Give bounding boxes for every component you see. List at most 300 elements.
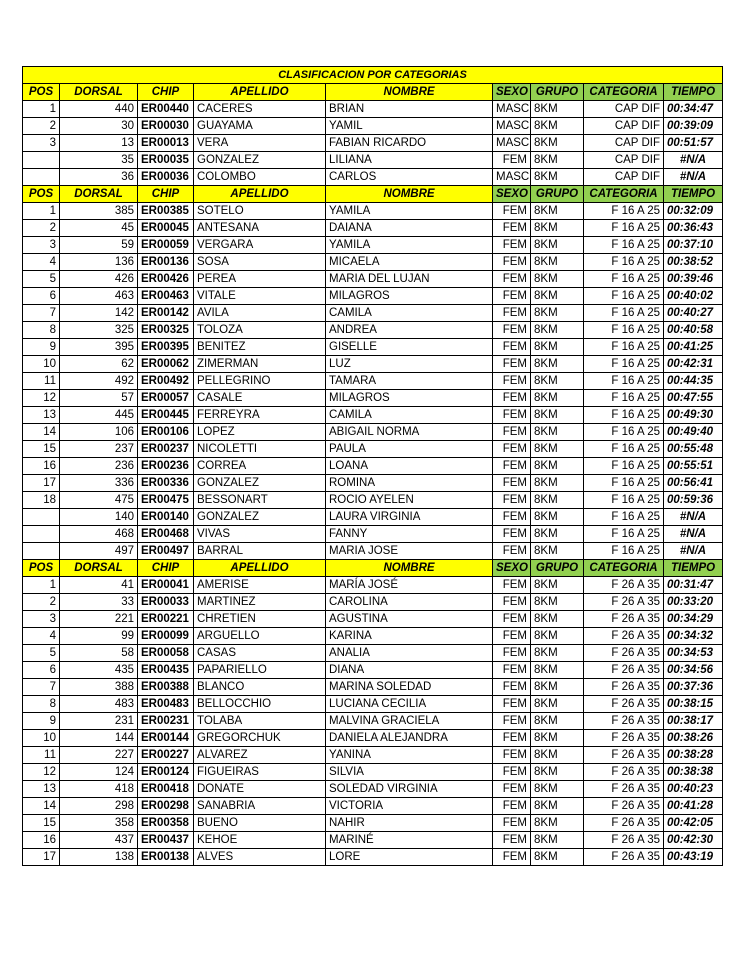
cell-nombre: LAURA VIRGINIA: [326, 509, 493, 526]
cell-dorsal: 30: [60, 118, 138, 135]
header-sexo: SEXO: [493, 560, 531, 577]
table-row: [23, 220, 723, 237]
cell-grupo: 8KM: [531, 288, 584, 305]
cell-apellido: DONATE: [194, 781, 326, 798]
cell-sexo: FEM: [493, 747, 531, 764]
cell-dorsal: 237: [60, 441, 138, 458]
cell-chip: ER00124: [138, 764, 194, 781]
cell-dorsal: 45: [60, 220, 138, 237]
cell-dorsal: 231: [60, 713, 138, 730]
cell-apellido: ALVES: [194, 849, 326, 866]
table-row: [23, 594, 723, 611]
cell-categoria: F 26 A 35: [584, 679, 664, 696]
cell-sexo: FEM: [493, 730, 531, 747]
cell-sexo: FEM: [493, 407, 531, 424]
cell-tiempo: 00:41:28: [664, 798, 723, 815]
header-sexo: SEXO: [493, 84, 531, 101]
cell-categoria: F 26 A 35: [584, 662, 664, 679]
cell-pos: 3: [23, 611, 60, 628]
cell-pos: 6: [23, 288, 60, 305]
cell-sexo: FEM: [493, 152, 531, 169]
cell-apellido: VERGARA: [194, 237, 326, 254]
cell-sexo: FEM: [493, 628, 531, 645]
cell-sexo: FEM: [493, 373, 531, 390]
cell-pos: 15: [23, 441, 60, 458]
cell-sexo: FEM: [493, 815, 531, 832]
cell-sexo: FEM: [493, 611, 531, 628]
table-row: [23, 747, 723, 764]
table-row: [23, 492, 723, 509]
table-row: [23, 135, 723, 152]
cell-tiempo: 00:41:25: [664, 339, 723, 356]
cell-categoria: F 16 A 25: [584, 441, 664, 458]
results-table: [22, 66, 723, 866]
cell-apellido: ALVAREZ: [194, 747, 326, 764]
cell-dorsal: 475: [60, 492, 138, 509]
cell-apellido: LOPEZ: [194, 424, 326, 441]
cell-sexo: FEM: [493, 475, 531, 492]
cell-sexo: FEM: [493, 322, 531, 339]
table-row: [23, 271, 723, 288]
cell-sexo: FEM: [493, 679, 531, 696]
cell-nombre: ANDREA: [326, 322, 493, 339]
cell-sexo: FEM: [493, 798, 531, 815]
cell-tiempo: #N/A: [664, 526, 723, 543]
table-row: [23, 713, 723, 730]
cell-chip: ER00325: [138, 322, 194, 339]
cell-dorsal: 468: [60, 526, 138, 543]
cell-dorsal: 426: [60, 271, 138, 288]
cell-categoria: F 26 A 35: [584, 577, 664, 594]
cell-sexo: FEM: [493, 849, 531, 866]
cell-grupo: 8KM: [531, 339, 584, 356]
cell-chip: ER00033: [138, 594, 194, 611]
cell-sexo: FEM: [493, 390, 531, 407]
cell-chip: ER00059: [138, 237, 194, 254]
cell-dorsal: 227: [60, 747, 138, 764]
cell-categoria: CAP DIF: [584, 152, 664, 169]
cell-tiempo: 00:43:19: [664, 849, 723, 866]
cell-tiempo: 00:40:27: [664, 305, 723, 322]
cell-categoria: F 26 A 35: [584, 696, 664, 713]
cell-pos: 17: [23, 475, 60, 492]
cell-pos: [23, 152, 60, 169]
table-row: [23, 288, 723, 305]
table-row: [23, 152, 723, 169]
cell-tiempo: 00:40:23: [664, 781, 723, 798]
cell-nombre: FABIAN RICARDO: [326, 135, 493, 152]
cell-pos: 13: [23, 781, 60, 798]
cell-chip: ER00336: [138, 475, 194, 492]
cell-sexo: MASC: [493, 101, 531, 118]
cell-tiempo: 00:42:31: [664, 356, 723, 373]
cell-sexo: FEM: [493, 577, 531, 594]
cell-categoria: F 16 A 25: [584, 305, 664, 322]
header-pos: POS: [23, 84, 60, 101]
results-sheet: [22, 66, 723, 866]
cell-dorsal: 124: [60, 764, 138, 781]
table-row: [23, 696, 723, 713]
cell-pos: 17: [23, 849, 60, 866]
cell-chip: ER00497: [138, 543, 194, 560]
cell-apellido: VERA: [194, 135, 326, 152]
cell-pos: 3: [23, 135, 60, 152]
cell-apellido: TOLOZA: [194, 322, 326, 339]
cell-apellido: BUENO: [194, 815, 326, 832]
header-chip: CHIP: [138, 560, 194, 577]
cell-categoria: F 16 A 25: [584, 424, 664, 441]
cell-grupo: 8KM: [531, 254, 584, 271]
cell-grupo: 8KM: [531, 407, 584, 424]
cell-sexo: FEM: [493, 458, 531, 475]
cell-nombre: ROMINA: [326, 475, 493, 492]
cell-dorsal: 483: [60, 696, 138, 713]
cell-tiempo: 00:55:48: [664, 441, 723, 458]
cell-chip: ER00030: [138, 118, 194, 135]
table-row: [23, 764, 723, 781]
cell-apellido: AMERISE: [194, 577, 326, 594]
cell-categoria: CAP DIF: [584, 169, 664, 186]
header-tiempo: TIEMPO: [664, 186, 723, 203]
table-row: [23, 628, 723, 645]
cell-chip: ER00036: [138, 169, 194, 186]
cell-tiempo: 00:38:38: [664, 764, 723, 781]
cell-chip: ER00445: [138, 407, 194, 424]
cell-nombre: SILVIA: [326, 764, 493, 781]
table-row: [23, 305, 723, 322]
cell-nombre: AGUSTINA: [326, 611, 493, 628]
cell-nombre: ROCIO AYELEN: [326, 492, 493, 509]
cell-nombre: MARIA DEL LUJAN: [326, 271, 493, 288]
cell-categoria: F 16 A 25: [584, 254, 664, 271]
cell-dorsal: 57: [60, 390, 138, 407]
cell-dorsal: 418: [60, 781, 138, 798]
cell-pos: 14: [23, 424, 60, 441]
cell-tiempo: 00:49:30: [664, 407, 723, 424]
cell-nombre: KARINA: [326, 628, 493, 645]
cell-chip: ER00463: [138, 288, 194, 305]
cell-nombre: LILIANA: [326, 152, 493, 169]
cell-pos: 2: [23, 220, 60, 237]
cell-nombre: LOANA: [326, 458, 493, 475]
cell-pos: [23, 526, 60, 543]
cell-dorsal: 138: [60, 849, 138, 866]
cell-apellido: CORREA: [194, 458, 326, 475]
cell-grupo: 8KM: [531, 594, 584, 611]
table-row: [23, 237, 723, 254]
cell-grupo: 8KM: [531, 169, 584, 186]
cell-categoria: F 16 A 25: [584, 509, 664, 526]
header-tiempo: TIEMPO: [664, 560, 723, 577]
cell-tiempo: 00:34:53: [664, 645, 723, 662]
header-categoria: CATEGORIA: [584, 560, 664, 577]
cell-categoria: F 26 A 35: [584, 849, 664, 866]
cell-tiempo: 00:44:35: [664, 373, 723, 390]
table-row: [23, 339, 723, 356]
cell-pos: 5: [23, 645, 60, 662]
header-categoria: CATEGORIA: [584, 84, 664, 101]
cell-chip: ER00231: [138, 713, 194, 730]
cell-tiempo: 00:49:40: [664, 424, 723, 441]
cell-nombre: DANIELA ALEJANDRA: [326, 730, 493, 747]
cell-pos: 1: [23, 203, 60, 220]
cell-pos: [23, 543, 60, 560]
cell-nombre: YAMIL: [326, 118, 493, 135]
cell-categoria: F 26 A 35: [584, 764, 664, 781]
table-row: [23, 730, 723, 747]
cell-grupo: 8KM: [531, 849, 584, 866]
cell-dorsal: 463: [60, 288, 138, 305]
cell-apellido: VITALE: [194, 288, 326, 305]
cell-apellido: GONZALEZ: [194, 475, 326, 492]
cell-dorsal: 35: [60, 152, 138, 169]
header-dorsal: DORSAL: [60, 84, 138, 101]
header-chip: CHIP: [138, 84, 194, 101]
cell-chip: ER00437: [138, 832, 194, 849]
cell-categoria: F 16 A 25: [584, 339, 664, 356]
cell-chip: ER00099: [138, 628, 194, 645]
cell-pos: 9: [23, 339, 60, 356]
header-grupo: GRUPO: [531, 560, 584, 577]
cell-nombre: VICTORIA: [326, 798, 493, 815]
cell-grupo: 8KM: [531, 815, 584, 832]
cell-categoria: F 26 A 35: [584, 798, 664, 815]
cell-sexo: MASC: [493, 169, 531, 186]
cell-chip: ER00144: [138, 730, 194, 747]
cell-tiempo: #N/A: [664, 169, 723, 186]
cell-chip: ER00035: [138, 152, 194, 169]
header-apellido: APELLIDO: [194, 560, 326, 577]
cell-tiempo: 00:36:43: [664, 220, 723, 237]
table-row: [23, 475, 723, 492]
cell-categoria: F 26 A 35: [584, 832, 664, 849]
cell-chip: ER00440: [138, 101, 194, 118]
cell-apellido: BARRAL: [194, 543, 326, 560]
table-row: [23, 577, 723, 594]
cell-pos: 9: [23, 713, 60, 730]
cell-pos: [23, 169, 60, 186]
cell-tiempo: 00:47:55: [664, 390, 723, 407]
table-row: [23, 407, 723, 424]
cell-nombre: DAIANA: [326, 220, 493, 237]
cell-nombre: CAMILA: [326, 305, 493, 322]
cell-sexo: FEM: [493, 254, 531, 271]
cell-categoria: F 26 A 35: [584, 730, 664, 747]
header-nombre: NOMBRE: [326, 560, 493, 577]
cell-dorsal: 136: [60, 254, 138, 271]
cell-nombre: DIANA: [326, 662, 493, 679]
cell-categoria: F 26 A 35: [584, 747, 664, 764]
cell-grupo: 8KM: [531, 390, 584, 407]
cell-tiempo: 00:42:05: [664, 815, 723, 832]
header-dorsal: DORSAL: [60, 560, 138, 577]
cell-pos: 6: [23, 662, 60, 679]
cell-tiempo: 00:32:09: [664, 203, 723, 220]
cell-sexo: FEM: [493, 662, 531, 679]
cell-nombre: MILAGROS: [326, 288, 493, 305]
cell-nombre: MARIA JOSE: [326, 543, 493, 560]
cell-categoria: CAP DIF: [584, 101, 664, 118]
cell-pos: 11: [23, 747, 60, 764]
header-grupo: GRUPO: [531, 186, 584, 203]
cell-tiempo: 00:38:26: [664, 730, 723, 747]
cell-categoria: F 16 A 25: [584, 373, 664, 390]
cell-grupo: 8KM: [531, 118, 584, 135]
cell-pos: [23, 509, 60, 526]
cell-chip: ER00058: [138, 645, 194, 662]
cell-pos: 15: [23, 815, 60, 832]
cell-pos: 7: [23, 679, 60, 696]
cell-tiempo: 00:37:36: [664, 679, 723, 696]
cell-tiempo: 00:33:20: [664, 594, 723, 611]
cell-dorsal: 492: [60, 373, 138, 390]
cell-tiempo: 00:31:47: [664, 577, 723, 594]
cell-chip: ER00041: [138, 577, 194, 594]
header-pos: POS: [23, 560, 60, 577]
cell-apellido: CHRETIEN: [194, 611, 326, 628]
cell-pos: 7: [23, 305, 60, 322]
cell-sexo: FEM: [493, 543, 531, 560]
cell-chip: ER00237: [138, 441, 194, 458]
cell-grupo: 8KM: [531, 322, 584, 339]
cell-dorsal: 142: [60, 305, 138, 322]
cell-tiempo: 00:56:41: [664, 475, 723, 492]
cell-chip: ER00388: [138, 679, 194, 696]
cell-pos: 14: [23, 798, 60, 815]
header-chip: CHIP: [138, 186, 194, 203]
cell-sexo: FEM: [493, 424, 531, 441]
cell-dorsal: 298: [60, 798, 138, 815]
table-row: [23, 390, 723, 407]
cell-tiempo: 00:38:52: [664, 254, 723, 271]
table-row: [23, 526, 723, 543]
header-dorsal: DORSAL: [60, 186, 138, 203]
cell-nombre: NAHIR: [326, 815, 493, 832]
cell-nombre: YAMILA: [326, 237, 493, 254]
cell-grupo: 8KM: [531, 679, 584, 696]
cell-grupo: 8KM: [531, 458, 584, 475]
cell-apellido: BESSONART: [194, 492, 326, 509]
cell-grupo: 8KM: [531, 713, 584, 730]
cell-grupo: 8KM: [531, 424, 584, 441]
cell-apellido: NICOLETTI: [194, 441, 326, 458]
header-categoria: CATEGORIA: [584, 186, 664, 203]
cell-apellido: GONZALEZ: [194, 509, 326, 526]
cell-apellido: ZIMERMAN: [194, 356, 326, 373]
cell-apellido: ARGUELLO: [194, 628, 326, 645]
cell-categoria: F 16 A 25: [584, 288, 664, 305]
cell-sexo: FEM: [493, 781, 531, 798]
cell-categoria: F 16 A 25: [584, 492, 664, 509]
cell-grupo: 8KM: [531, 101, 584, 118]
cell-dorsal: 13: [60, 135, 138, 152]
cell-nombre: YAMILA: [326, 203, 493, 220]
cell-grupo: 8KM: [531, 662, 584, 679]
cell-tiempo: 00:51:57: [664, 135, 723, 152]
cell-chip: ER00013: [138, 135, 194, 152]
cell-dorsal: 437: [60, 832, 138, 849]
cell-apellido: TOLABA: [194, 713, 326, 730]
cell-pos: 2: [23, 594, 60, 611]
cell-dorsal: 435: [60, 662, 138, 679]
cell-chip: ER00298: [138, 798, 194, 815]
cell-apellido: BELLOCCHIO: [194, 696, 326, 713]
cell-categoria: F 16 A 25: [584, 526, 664, 543]
cell-nombre: LORE: [326, 849, 493, 866]
cell-pos: 8: [23, 696, 60, 713]
cell-apellido: GREGORCHUK: [194, 730, 326, 747]
cell-grupo: 8KM: [531, 152, 584, 169]
cell-chip: ER00475: [138, 492, 194, 509]
cell-apellido: FIGUEIRAS: [194, 764, 326, 781]
cell-dorsal: 358: [60, 815, 138, 832]
cell-nombre: ANALIA: [326, 645, 493, 662]
cell-apellido: KEHOE: [194, 832, 326, 849]
cell-dorsal: 59: [60, 237, 138, 254]
cell-tiempo: 00:34:47: [664, 101, 723, 118]
cell-chip: ER00358: [138, 815, 194, 832]
cell-dorsal: 36: [60, 169, 138, 186]
cell-chip: ER00395: [138, 339, 194, 356]
table-row: [23, 101, 723, 118]
cell-chip: ER00106: [138, 424, 194, 441]
table-row: [23, 373, 723, 390]
cell-tiempo: 00:38:28: [664, 747, 723, 764]
cell-dorsal: 336: [60, 475, 138, 492]
cell-chip: ER00385: [138, 203, 194, 220]
cell-pos: 2: [23, 118, 60, 135]
cell-pos: 5: [23, 271, 60, 288]
cell-sexo: FEM: [493, 305, 531, 322]
cell-grupo: 8KM: [531, 543, 584, 560]
table-row: [23, 679, 723, 696]
cell-grupo: 8KM: [531, 509, 584, 526]
header-row: [23, 560, 723, 577]
cell-categoria: F 26 A 35: [584, 594, 664, 611]
cell-nombre: BRIAN: [326, 101, 493, 118]
cell-apellido: PELLEGRINO: [194, 373, 326, 390]
cell-pos: 10: [23, 730, 60, 747]
cell-dorsal: 221: [60, 611, 138, 628]
header-apellido: APELLIDO: [194, 84, 326, 101]
cell-dorsal: 440: [60, 101, 138, 118]
table-row: [23, 611, 723, 628]
cell-tiempo: 00:37:10: [664, 237, 723, 254]
cell-categoria: F 16 A 25: [584, 271, 664, 288]
table-row: [23, 441, 723, 458]
cell-sexo: FEM: [493, 492, 531, 509]
table-row: [23, 356, 723, 373]
table-row: [23, 815, 723, 832]
cell-chip: ER00136: [138, 254, 194, 271]
table-row: [23, 118, 723, 135]
cell-chip: ER00236: [138, 458, 194, 475]
sheet-title: CLASIFICACION POR CATEGORIAS: [23, 67, 723, 84]
cell-tiempo: 00:40:02: [664, 288, 723, 305]
cell-grupo: 8KM: [531, 577, 584, 594]
cell-pos: 4: [23, 628, 60, 645]
cell-pos: 4: [23, 254, 60, 271]
cell-grupo: 8KM: [531, 373, 584, 390]
cell-chip: ER00483: [138, 696, 194, 713]
cell-pos: 10: [23, 356, 60, 373]
title-row: [23, 67, 723, 84]
cell-grupo: 8KM: [531, 475, 584, 492]
cell-apellido: CACERES: [194, 101, 326, 118]
cell-nombre: MARÍA JOSÉ: [326, 577, 493, 594]
cell-apellido: SOTELO: [194, 203, 326, 220]
cell-tiempo: 00:34:56: [664, 662, 723, 679]
